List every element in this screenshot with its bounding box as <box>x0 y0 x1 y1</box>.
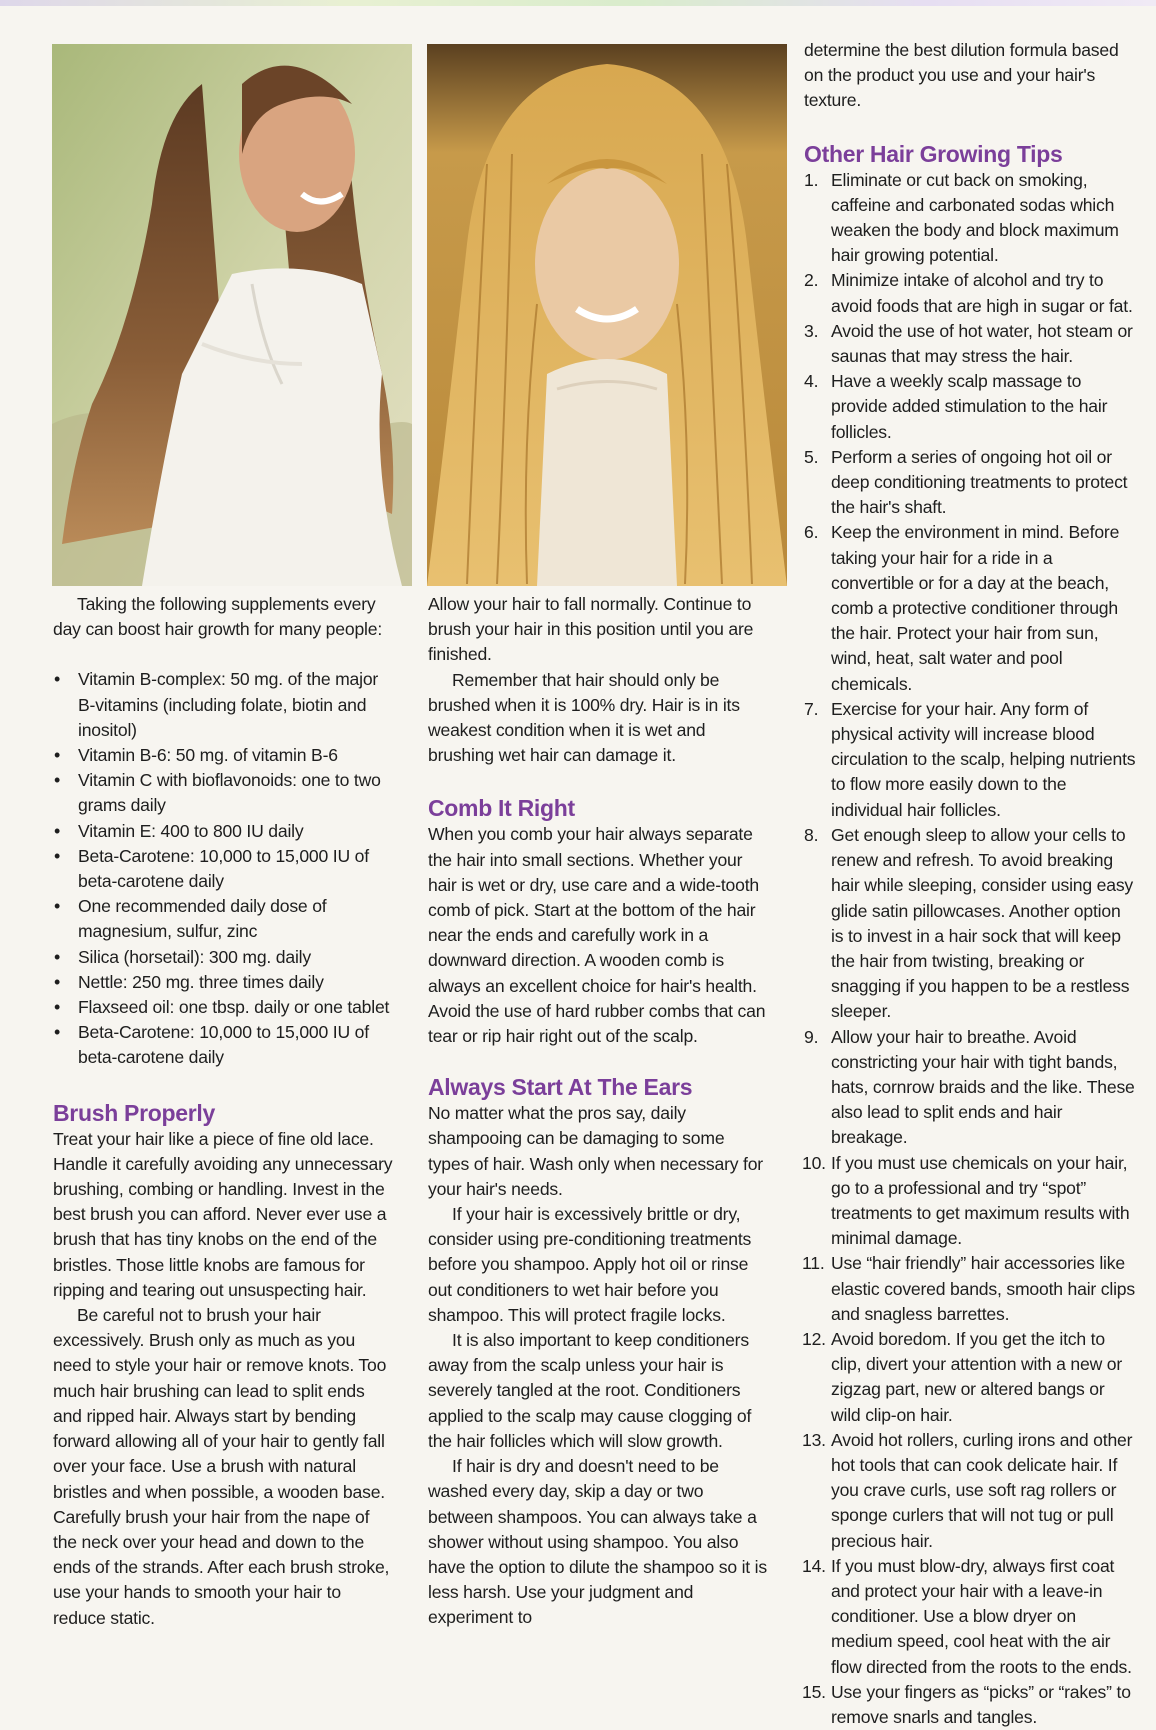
list-item <box>804 1025 1136 1151</box>
list-text: Have a weekly scalp massage to provide added stimulation to the hair follicles. <box>831 371 1108 442</box>
list-text: Avoid the use of hot water, hot steam or saunas that may stress the hair. <box>831 320 1133 367</box>
list-item <box>804 1428 1136 1554</box>
list-number: 8. <box>804 824 819 845</box>
top-color-strip <box>0 0 1156 6</box>
list-text: Avoid boredom. If you get the itch to clip, divert your attention with a new or zigzag part, new or altered bangs or wild clip-on hair. <box>831 1328 1123 1425</box>
list-text: Avoid hot rollers, curling irons and other hot tools that can cook delicate hair. If you crave curls, use soft rag rollers or sponge curlers that will not tug or pull precious hair. <box>831 1429 1133 1551</box>
list-number: 14. <box>802 1555 826 1576</box>
list-number: 12. <box>802 1328 826 1349</box>
list-item <box>804 823 1136 1025</box>
tips-list <box>804 168 1136 1730</box>
heading-comb-it-right: Comb It Right <box>428 795 575 822</box>
list-item: • Nettle: 250 mg. three times daily <box>53 970 395 995</box>
column-right <box>804 38 1136 1730</box>
list-number: 10. <box>802 1152 826 1173</box>
list-item: • Vitamin E: 400 to 800 IU daily <box>53 819 395 844</box>
list-text: Keep the environment in mind. Before taking your hair for a ride in a convertible or for a day at the beach, comb a protective conditioner through the hair. Protect your hair from sun, wind, heat, salt water and pool chemicals. <box>831 522 1120 694</box>
list-item: • Beta-Carotene: 10,000 to 15,000 IU of beta-carotene daily <box>53 844 395 894</box>
paragraph: Allow your hair to fall normally. Continue to brush your hair in this position until you are finished. <box>428 594 754 665</box>
list-item: • Vitamin B-complex: 50 mg. of the major B-vitamins (including folate, biotin and inositol) <box>53 667 395 743</box>
list-text: If you must use chemicals on your hair, go to a professional and try “spot” treatments to get maximum results with minimal damage. <box>831 1152 1130 1249</box>
list-text: Allow your hair to breathe. Avoid constricting your hair with tight bands, hats, cornrow braids and the like. These also lead to split ends and hair breakage. <box>831 1026 1135 1148</box>
photo-illustration <box>52 44 412 586</box>
paragraph: Treat your hair like a piece of fine old lace. Handle it carefully avoiding any unnecessary brushing, combing or handling. Invest in the best brush you can afford. Never ever use a brush that has tiny knobs on the end of the bristles. Those little knobs are famous for ripping and tearing out unsuspecting hair. <box>53 1128 393 1300</box>
list-number: 6. <box>804 522 819 543</box>
list-number: 2. <box>804 270 819 291</box>
heading-brush-properly: Brush Properly <box>53 1099 215 1126</box>
supplements-list <box>53 667 395 1070</box>
list-item <box>804 268 1136 318</box>
list-number: 5. <box>804 446 819 467</box>
list-item <box>804 1251 1136 1327</box>
list-number: 13. <box>802 1429 826 1450</box>
list-item: • Beta-Carotene: 10,000 to 15,000 IU of beta-carotene daily <box>53 1020 395 1070</box>
list-number: 7. <box>804 698 819 719</box>
list-number: 3. <box>804 320 819 341</box>
list-text: Use your fingers as “picks” or “rakes” to remove snarls and tangles. <box>831 1681 1131 1727</box>
list-item: • One recommended daily dose of magnesium, sulfur, zinc <box>53 894 395 944</box>
photo-woman-long-straight-hair <box>52 44 412 586</box>
list-item: • Silica (horsetail): 300 mg. daily <box>53 945 395 970</box>
list-number: 4. <box>804 371 819 392</box>
photo-illustration <box>427 44 787 586</box>
list-item <box>804 168 1136 269</box>
list-item <box>804 1151 1136 1252</box>
list-text: Use “hair friendly” hair accessories like elastic covered bands, smooth hair clips and snagless barrettes. <box>831 1253 1135 1324</box>
list-item: • Vitamin B-6: 50 mg. of vitamin B-6 <box>53 743 395 768</box>
list-item: • Flaxseed oil: one tbsp. daily or one tablet <box>53 995 395 1020</box>
list-text: Perform a series of ongoing hot oil or deep conditioning treatments to protect the hair's shaft. <box>831 446 1128 518</box>
list-item <box>804 520 1136 696</box>
list-text: Minimize intake of alcohol and try to avoid foods that are high in sugar or fat. <box>831 270 1133 316</box>
paragraph: If hair is dry and doesn't need to be washed every day, skip a day or two between shampoos. You can always take a shower without using shampoo. You also have the option to dilute the shampoo so it is less harsh. Use your judgment and experiment to <box>428 1456 767 1628</box>
paragraph: If your hair is excessively brittle or dry, consider using pre-conditioning treatments before you shampoo. Apply hot oil or rinse out conditioners to wet hair before you shampoo. This will protect fragile locks. <box>428 1204 752 1325</box>
list-number: 11. <box>802 1253 825 1274</box>
supplements-intro: Taking the following supplements every day can boost hair growth for many people: <box>53 594 383 640</box>
photo-woman-golden-braids <box>427 44 787 586</box>
list-text: If you must blow-dry, always first coat and protect your hair with a leave-in conditioner. Use a blow dryer on medium speed, cool heat with the air flow directed from the roots to the ends. <box>831 1555 1132 1677</box>
column-left <box>53 592 395 1631</box>
heading-other-hair-growing-tips: Other Hair Growing Tips <box>804 140 1063 167</box>
list-text: Get enough sleep to allow your cells to renew and refresh. To avoid breaking hair while sleeping, consider using easy glide satin pillowcases. Another option is to invest in a hair sock that will keep the hair from twisting, breaking or snagging if you happen to be a restless sleeper. <box>831 824 1134 1022</box>
list-item <box>804 697 1136 823</box>
paragraph: determine the best dilution formula based on the product you use and your hair's texture. <box>804 40 1119 111</box>
list-item <box>804 1680 1136 1730</box>
list-item <box>804 445 1136 521</box>
paragraph: It is also important to keep conditioners away from the scalp unless your hair is severely tangled at the root. Conditioners applied to the scalp may cause clogging of the hair follicles which will slow growth. <box>428 1330 752 1451</box>
paragraph: No matter what the pros say, daily shampooing can be damaging to some types of hair. Wash only when necessary for your hair's needs. <box>428 1103 763 1199</box>
list-item <box>804 319 1136 369</box>
list-number: 1. <box>804 169 819 190</box>
paragraph: Remember that hair should only be brushed when it is 100% dry. Hair is in its weakest condition when it is wet and brushing wet hair can damage it. <box>428 669 740 766</box>
paragraph: When you comb your hair always separate the hair into small sections. Whether your hair is wet or dry, use care and a wide-tooth comb of pick. Start at the bottom of the hair near the ends and carefully work in a downward direction. A wooden comb is always an excellent choice for hair's health. Avoid the use of hard rubber combs that can tear or rip hair right out of the scalp. <box>428 824 766 1047</box>
list-item <box>804 1554 1136 1680</box>
list-text: Eliminate or cut back on smoking, caffeine and carbonated sodas which weaken the body and block maximum hair growing potential. <box>831 169 1119 266</box>
heading-always-start-at-the-ears: Always Start At The Ears <box>428 1074 693 1101</box>
list-item <box>804 369 1136 445</box>
column-middle <box>428 592 768 1631</box>
paragraph: Be careful not to brush your hair excessively. Brush only as much as you need to style your hair or remove knots. Too much hair brushing can lead to split ends and ripped hair. Always start by bending forward allowing all of your hair to gently fall over your face. Use a brush with natural bristles and when possible, a wooden base. Carefully brush your hair from the nape of the neck over your head and down to the ends of the strands. After each brush stroke, use your hands to smooth your hair to reduce static. <box>53 1305 390 1628</box>
list-number: 15. <box>802 1681 826 1702</box>
list-text: Exercise for your hair. Any form of physical activity will increase blood circulation to the scalp, helping nutrients to flow more easily down to the individual hair follicles. <box>831 698 1136 820</box>
list-number: 9. <box>804 1026 819 1047</box>
list-item: • Vitamin C with bioflavonoids: one to two grams daily <box>53 768 395 818</box>
list-item <box>804 1327 1136 1428</box>
